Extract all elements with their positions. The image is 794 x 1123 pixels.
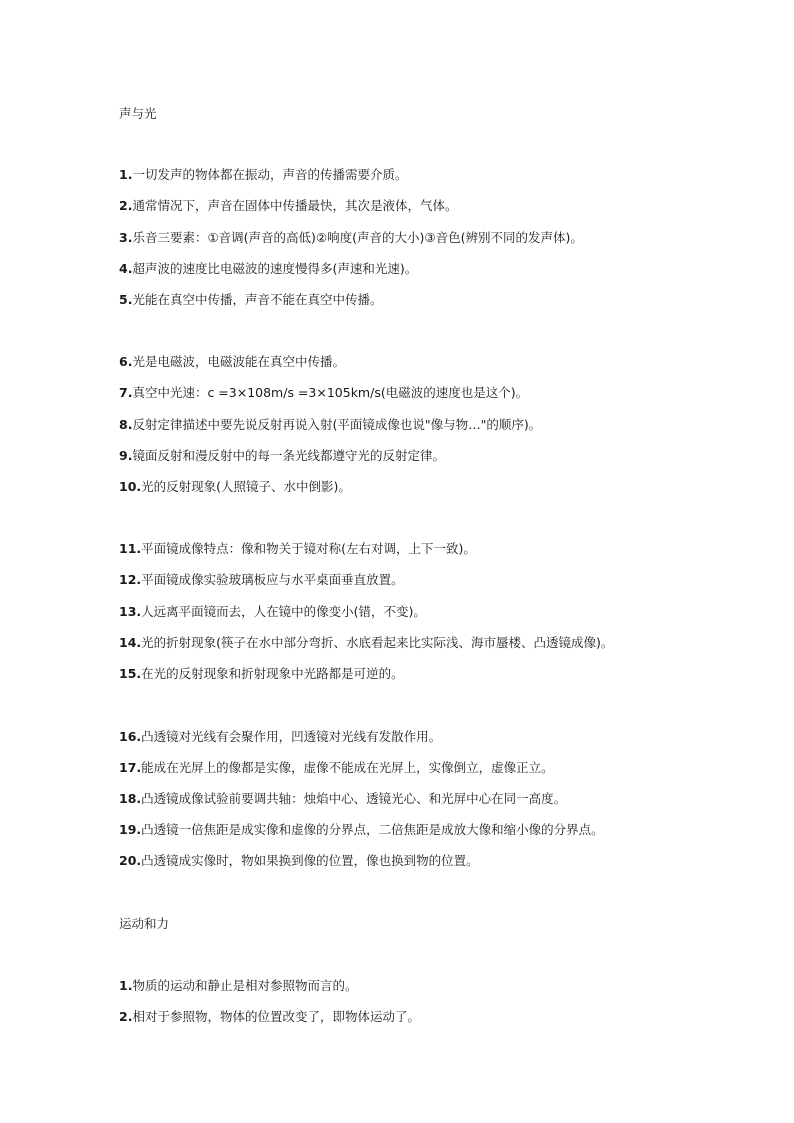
item-number: 19. [119, 822, 142, 837]
list-item [119, 760, 554, 776]
item-text: 反射定律描述中要先说反射再说入射(平面镜成像也说"像与物…"的顺序)。 [132, 417, 542, 432]
item-text: 超声波的速度比电磁波的速度慢得多(声速和光速)。 [132, 261, 418, 276]
item-text: 镜面反射和漫反射中的每一条光线都遵守光的反射定律。 [132, 448, 445, 463]
list-item [119, 791, 566, 807]
item-number: 2. [119, 1009, 133, 1024]
item-text: 一切发声的物体都在振动，声音的传播需要介质。 [132, 167, 408, 182]
list-item [119, 417, 541, 433]
item-number: 16. [119, 729, 142, 744]
list-item [119, 541, 476, 557]
item-text: 光的折射现象(筷子在水中部分弯折、水底看起来比实际浅、海市蜃楼、凸透镜成像)。 [141, 635, 614, 650]
item-number: 10. [119, 479, 142, 494]
item-text: 凸透镜成像试验前要调共轴：烛焰中心、透镜光心、和光屏中心在同一高度。 [141, 791, 567, 806]
section-title-motion-force: 运动和力 [119, 916, 170, 931]
section-title-sound-light: 声与光 [119, 106, 157, 121]
item-text: 人远离平面镜而去，人在镜中的像变小(错，不变)。 [141, 604, 426, 619]
item-text: 在光的反射现象和折射现象中光路都是可逆的。 [141, 666, 404, 681]
item-number: 18. [119, 791, 142, 806]
list-item [119, 479, 351, 495]
item-number: 11. [119, 541, 142, 556]
item-number: 14. [119, 635, 142, 650]
item-number: 9. [119, 448, 133, 463]
item-text: 光能在真空中传播，声音不能在真空中传播。 [132, 292, 383, 307]
item-text: 相对于参照物，物体的位置改变了，即物体运动了。 [132, 1009, 420, 1024]
list-item [119, 1009, 420, 1025]
item-number: 15. [119, 666, 142, 681]
item-number: 7. [119, 385, 133, 400]
list-item [119, 822, 604, 838]
item-text: 能成在光屏上的像都是实像，虚像不能成在光屏上，实像倒立，虚像正立。 [141, 760, 554, 775]
item-number: 5. [119, 292, 133, 307]
item-text: 物质的运动和静止是相对参照物而言的。 [132, 978, 358, 993]
item-text: 平面镜成像特点：像和物关于镜对称(左右对调，上下一致)。 [141, 541, 476, 556]
list-item [119, 635, 613, 651]
list-item [119, 729, 441, 745]
list-item [119, 198, 457, 214]
item-number: 3. [119, 230, 133, 245]
item-text: 凸透镜成实像时，物如果换到像的位置，像也换到物的位置。 [141, 853, 479, 868]
item-number: 4. [119, 261, 133, 276]
item-number: 20. [119, 853, 142, 868]
item-number: 6. [119, 354, 133, 369]
item-number: 8. [119, 417, 133, 432]
item-text: 光是电磁波，电磁波能在真空中传播。 [132, 354, 345, 369]
list-item [119, 853, 479, 869]
list-item [119, 385, 528, 401]
list-item [119, 978, 357, 994]
list-item [119, 230, 583, 246]
list-item [119, 604, 426, 620]
item-text: 凸透镜一倍焦距是成实像和虚像的分界点，二倍焦距是成放大像和缩小像的分界点。 [141, 822, 604, 837]
list-item [119, 448, 445, 464]
list-item [119, 354, 345, 370]
item-number: 1. [119, 167, 133, 182]
item-text: 乐音三要素：①音调(声音的高低)②响度(声音的大小)③音色(辨别不同的发声体)。 [132, 230, 583, 245]
list-item [119, 666, 404, 682]
item-number: 1. [119, 978, 133, 993]
item-text: 平面镜成像实验玻璃板应与水平桌面垂直放置。 [141, 572, 404, 587]
item-text: 光的反射现象(人照镜子、水中倒影)。 [141, 479, 351, 494]
item-text: 真空中光速：c =3×108m/s =3×105km/s(电磁波的速度也是这个)。 [132, 385, 529, 400]
item-number: 13. [119, 604, 142, 619]
list-item [119, 572, 404, 588]
list-item [119, 292, 382, 308]
item-text: 通常情况下，声音在固体中传播最快，其次是液体，气体。 [132, 198, 458, 213]
item-number: 12. [119, 572, 142, 587]
list-item [119, 261, 417, 277]
item-text: 凸透镜对光线有会聚作用，凹透镜对光线有发散作用。 [141, 729, 442, 744]
item-number: 2. [119, 198, 133, 213]
list-item [119, 167, 407, 183]
item-number: 17. [119, 760, 142, 775]
